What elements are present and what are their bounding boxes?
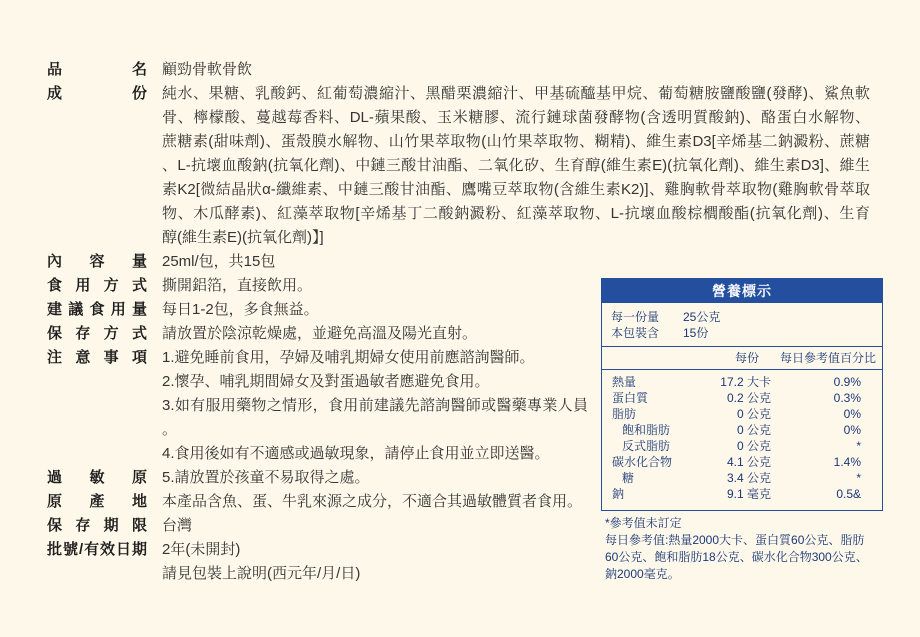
nutrient-daily-percent: 0%: [843, 423, 861, 437]
nutrient-row-carbohydrate: [612, 454, 882, 470]
nutrient-daily-percent: *: [856, 471, 861, 485]
allergens-label: 過敏原: [47, 469, 147, 486]
reference-intake-line: 每日參考值:熱量2000大卡、蛋白質60公克、脂肪: [605, 533, 865, 547]
per-serving-header: 每份: [734, 351, 759, 365]
serving-info: [602, 303, 882, 347]
ingredients-line: 醇(維生素E)(抗氧化劑)】]: [162, 229, 324, 246]
nutrient-row-sugar: [612, 470, 882, 486]
product-name-label: 品名: [47, 61, 147, 78]
servings-per-package-label: 本包裝含: [611, 326, 660, 340]
nutrient-row-calories: [612, 374, 882, 390]
nutrient-name: 脂肪: [612, 407, 637, 421]
ingredients-line: 、L-抗壞血酸鈉(抗氧化劑)、中鏈三酸甘油酯、二氧化矽、生育醇(維生素E)(抗氧化劑)、維生素D3]、維生: [162, 157, 870, 174]
nutrient-amount: 0 公克: [736, 439, 771, 453]
shelf-life-value: 台灣: [162, 517, 193, 534]
nutrient-list: [602, 370, 882, 510]
origin-label: 原產地: [47, 493, 147, 510]
nutrient-name: 鈉: [612, 487, 625, 501]
precaution-line: 2.懷孕、哺乳期間婦女及對蛋過敏者應避免食用。: [162, 373, 490, 390]
nutrition-column-headers: [602, 347, 882, 370]
servings-per-package-row: [611, 325, 882, 341]
ingredients-label: 成份: [47, 85, 147, 102]
serving-size-value: 25公克: [683, 310, 721, 324]
suggested-intake-value: 每日1-2包，多食無益。: [162, 301, 319, 318]
precaution-line: 4.食用後如有不適感或過敏現象，請停止食用並立即送醫。: [162, 445, 550, 462]
nutrient-amount: 0 公克: [736, 423, 771, 437]
product-name-value-block: [162, 58, 877, 82]
nutrient-row-fat: [612, 406, 882, 422]
daily-value-footnote: *參考值未訂定: [605, 516, 682, 530]
ingredients-line: 純水、果糖、乳酸鈣、紅葡萄濃縮汁、黑醋栗濃縮汁、甲基硫醯基甲烷、葡萄糖胺鹽酸鹽(發酵)、鯊魚軟: [162, 85, 870, 102]
ingredients-value-block: [162, 82, 877, 250]
usage-label: 食用方式: [47, 277, 147, 294]
storage-value: 請放置於陰涼乾燥處，並避免高溫及陽光直射。: [162, 325, 478, 342]
nutrient-daily-percent: 1.4%: [833, 455, 861, 469]
net-content-value-block: [162, 250, 877, 274]
nutrient-daily-percent: 0.5&: [836, 487, 861, 501]
nutrition-footnotes: [605, 515, 868, 583]
precaution-line: 3.如有服用藥物之情形，食用前建議先諮詢醫師或醫藥專業人員: [162, 397, 588, 414]
lot-expiry-line: 請見包裝上說明(西元年/月/日): [162, 565, 361, 582]
row-net-content: [47, 250, 877, 274]
nutrition-facts-panel: [601, 278, 883, 511]
nutrient-name: 碳水化合物: [612, 455, 673, 469]
nutrient-name: 反式脂肪: [622, 439, 671, 453]
nutrient-amount: 9.1 毫克: [726, 487, 771, 501]
servings-per-package-value: 15份: [683, 326, 709, 340]
nutrient-row-sodium: [612, 486, 882, 502]
shelf-life-label: 保存期限: [47, 517, 147, 534]
nutrient-name: 糖: [622, 471, 635, 485]
nutrient-name: 飽和脂肪: [622, 423, 671, 437]
nutrient-name: 蛋白質: [612, 391, 649, 405]
nutrient-name: 熱量: [612, 375, 637, 389]
product-name-value: 顧勁骨軟骨飲: [162, 61, 253, 78]
nutrition-title: 營養標示: [602, 279, 882, 303]
precautions-label: 注意事項: [47, 349, 147, 366]
nutrient-amount: 0 公克: [736, 407, 771, 421]
lot-expiry-line: 2年(未開封): [162, 541, 241, 558]
nutrient-daily-percent: 0%: [843, 407, 861, 421]
ingredients-line: 蔗糖素(甜味劑)、蛋殼膜水解物、山竹果萃取物(山竹果萃取物、糊精)、維生素D3[辛烯基二鈉澱粉、蔗糖: [162, 133, 870, 150]
precaution-line: 1.避免睡前食用，孕婦及哺乳期婦女使用前應諮詢醫師。: [162, 349, 535, 366]
usage-value: 撕開鋁箔，直接飲用。: [162, 277, 313, 294]
serving-size-label: 每一份量: [611, 310, 660, 324]
daily-value-percent-header: 每日參考值百分比: [779, 351, 876, 365]
allergens-value: 5.請放置於孩童不易取得之處。: [162, 469, 370, 486]
nutrient-amount: 17.2 大卡: [720, 375, 771, 389]
nutrient-daily-percent: 0.3%: [833, 391, 861, 405]
row-product-name: [47, 58, 877, 82]
row-ingredients: [47, 82, 877, 250]
nutrient-row-protein: [612, 390, 882, 406]
ingredients-line: 素K2[微結晶狀α-纖維素、中鏈三酸甘油酯、鷹嘴豆萃取物(含維生素K2)]、雞胸軟骨萃取物(雞胸軟骨萃取: [162, 181, 870, 198]
precaution-line: 。: [162, 421, 178, 438]
nutrient-row-trans-fat: [612, 438, 882, 454]
nutrient-daily-percent: *: [856, 439, 861, 453]
nutrient-row-saturated-fat: [612, 422, 882, 438]
ingredients-line: 骨、檸檬酸、蔓越莓香料、DL-蘋果酸、玉米糖膠、流行鏈球菌發酵物(含透明質酸鈉)、酪蛋白水解物、: [162, 109, 870, 126]
storage-label: 保存方式: [47, 325, 147, 342]
net-content-value: 25ml/包，共15包: [162, 253, 276, 270]
reference-intake-line: 60公克、飽和脂肪18公克、碳水化合物300公克、: [605, 550, 868, 564]
origin-value: 本產品含魚、蛋、牛乳來源之成分，不適合其過敏體質者食用。: [162, 493, 583, 510]
suggested-intake-label: 建議食用量: [47, 301, 147, 318]
reference-intake-line: 鈉2000毫克。: [605, 567, 680, 581]
serving-size-row: [611, 309, 882, 325]
net-content-label: 內容量: [47, 253, 147, 270]
nutrient-daily-percent: 0.9%: [833, 375, 861, 389]
nutrient-amount: 4.1 公克: [726, 455, 771, 469]
nutrient-amount: 0.2 公克: [726, 391, 771, 405]
lot-expiry-label: 批號/有效日期: [47, 541, 147, 558]
ingredients-line: 物、木瓜酵素)、紅藻萃取物[辛烯基丁二酸鈉澱粉、紅藻萃取物、L-抗壞血酸棕櫚酸酯(抗氧化劑)、生育: [162, 205, 870, 222]
nutrient-amount: 3.4 公克: [726, 471, 771, 485]
